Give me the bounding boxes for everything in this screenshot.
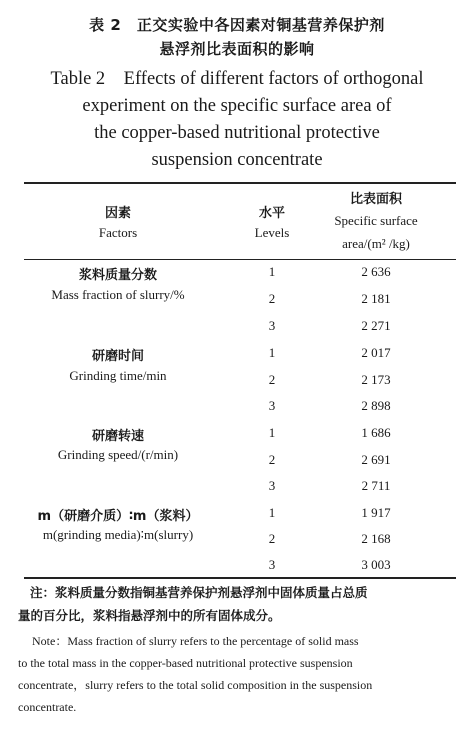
value-cell: 2 898 [361, 398, 391, 413]
factor-en-time: Grinding time/min [69, 368, 167, 383]
caption-zh-line1: 表 2 正交实验中各因素对铜基营养保护剂 [89, 16, 385, 34]
value-cell: 3 003 [361, 557, 391, 572]
header-factor-en: Factors [98, 225, 138, 240]
value-cell: 2 271 [361, 318, 391, 333]
factor-zh-speed: 研磨转速 [91, 429, 144, 444]
note-en-line1: Note：Mass fraction of slurry refers to the percentage of solid mass [32, 634, 359, 648]
value-cell: 1 686 [361, 425, 391, 440]
table-header-rule [24, 259, 456, 260]
level-cell: 2 [268, 452, 276, 467]
note-en-line4: concentrate. [18, 700, 77, 714]
table-bottom-rule [24, 577, 456, 579]
level-cell: 3 [268, 318, 276, 333]
header-value-zh: 比表面积 [349, 192, 402, 207]
level-cell: 2 [268, 531, 276, 546]
factor-zh-ratio: m（研磨介质）∶m（浆料） [37, 509, 199, 524]
factor-en-ratio: m(grinding media)∶m(slurry) [42, 527, 194, 542]
note-zh-line1: 注：浆料质量分数指铜基营养保护剂悬浮剂中固体质量占总质 [30, 585, 368, 600]
value-cell: 2 173 [361, 372, 391, 387]
level-cell: 1 [268, 425, 276, 440]
header-value-en2: area/(m² /kg) [342, 236, 410, 251]
caption-en-line2: experiment on the specific surface area of [82, 96, 392, 116]
factor-zh-slurry: 浆料质量分数 [78, 268, 157, 283]
header-level-zh: 水平 [258, 206, 285, 221]
table-top-rule [24, 182, 456, 184]
value-cell: 2 181 [361, 291, 391, 306]
level-cell: 3 [268, 398, 276, 413]
value-cell: 2 168 [361, 531, 391, 546]
level-cell: 1 [268, 264, 276, 279]
caption-en-line1: Table 2 Effects of different factors of orthogonal [50, 69, 424, 89]
level-cell: 3 [268, 478, 276, 493]
value-cell: 2 017 [361, 345, 391, 360]
value-cell: 2 636 [361, 264, 391, 279]
caption-en-line4: suspension concentrate [151, 150, 323, 170]
factor-en-slurry: Mass fraction of slurry/% [51, 287, 185, 302]
value-cell: 2 691 [361, 452, 391, 467]
level-cell: 2 [268, 291, 276, 306]
caption-zh-line2: 悬浮剂比表面积的影响 [159, 40, 315, 58]
value-cell: 1 917 [361, 505, 391, 520]
level-cell: 1 [268, 345, 276, 360]
value-cell: 2 711 [361, 478, 391, 493]
factor-zh-time: 研磨时间 [91, 349, 144, 364]
header-level-en: Levels [254, 225, 290, 240]
note-en-line2: to the total mass in the copper-based nutritional protective suspension [18, 656, 353, 670]
level-cell: 3 [268, 557, 276, 572]
level-cell: 1 [268, 505, 276, 520]
note-en-line3: concentrate，slurry refers to the total solid composition in the suspension [18, 678, 373, 692]
caption-en-line3: the copper-based nutritional protective [94, 123, 380, 143]
header-factor-zh: 因素 [104, 206, 131, 221]
header-value-en1: Specific surface [334, 213, 418, 228]
factor-en-speed: Grinding speed/(r/min) [57, 447, 179, 462]
note-zh-line2: 量的百分比，浆料指悬浮剂中的所有固体成分。 [18, 608, 281, 623]
level-cell: 2 [268, 372, 276, 387]
